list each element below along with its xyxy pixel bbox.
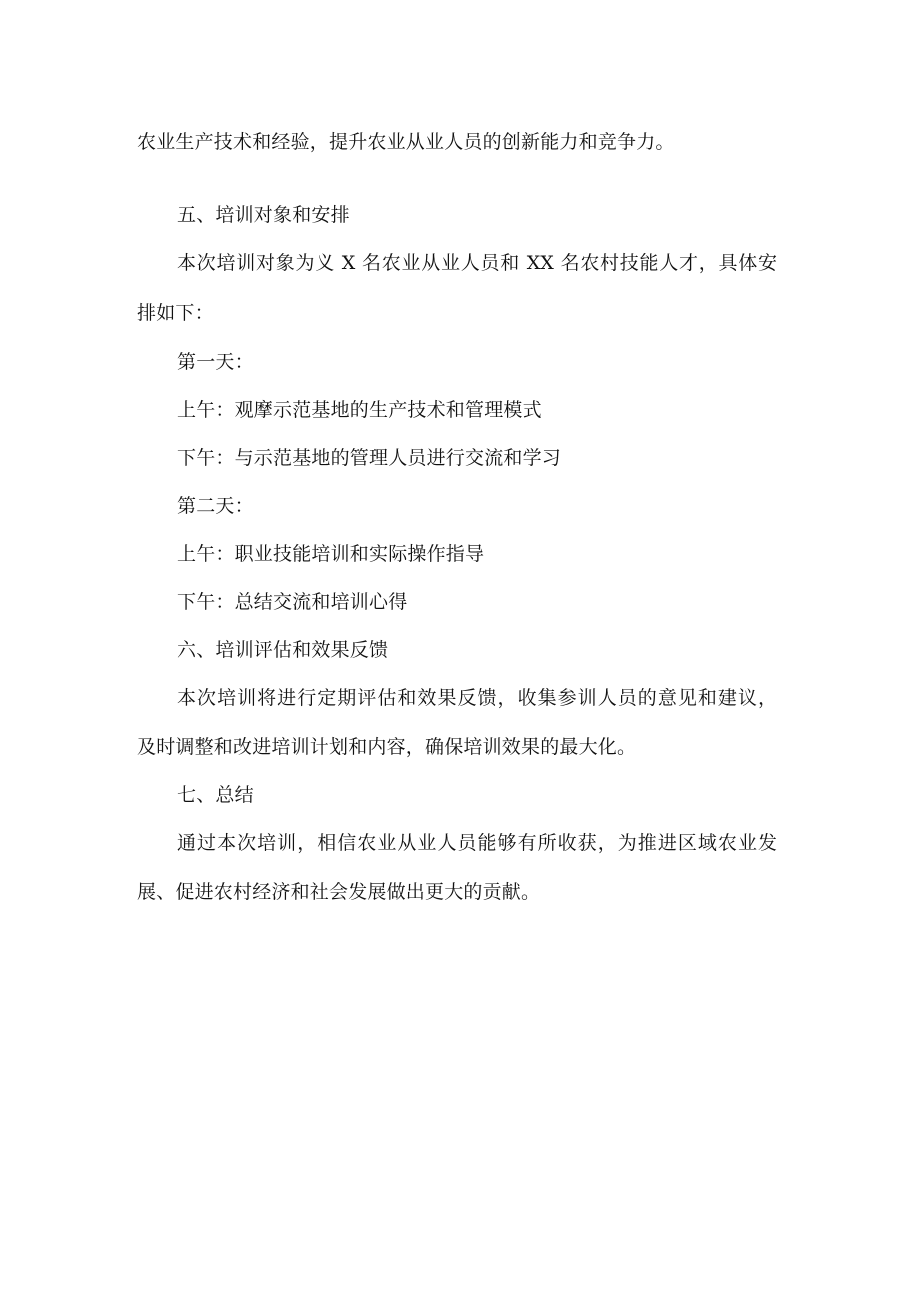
paragraph-line: 本次培训对象为义 X 名农业从业人员和 XX 名农村技能人才，具体安 — [177, 252, 777, 274]
schedule-day-2-afternoon: 下午：总结交流和培训心得 — [177, 591, 408, 613]
schedule-day-1-afternoon: 下午：与示范基地的管理人员进行交流和学习 — [177, 447, 562, 469]
paragraph-line: 展、促进农村经济和社会发展做出更大的贡献。 — [137, 881, 541, 903]
section-heading-5: 五、培训对象和安排 — [177, 204, 350, 226]
schedule-day-1: 第一天： — [177, 351, 254, 373]
paragraph-line: 通过本次培训，相信农业从业人员能够有所收获，为推进区域农业发 — [177, 832, 777, 854]
schedule-day-2-morning: 上午：职业技能培训和实际操作指导 — [177, 543, 485, 565]
schedule-day-2: 第二天： — [177, 495, 254, 517]
paragraph-line: 及时调整和改进培训计划和内容，确保培训效果的最大化。 — [137, 736, 637, 758]
schedule-day-1-morning: 上午：观摩示范基地的生产技术和管理模式 — [177, 399, 542, 421]
section-heading-6: 六、培训评估和效果反馈 — [177, 639, 389, 661]
paragraph-line: 排如下： — [137, 302, 214, 324]
paragraph-line: 本次培训将进行定期评估和效果反馈，收集参训人员的意见和建议， — [177, 687, 777, 709]
paragraph-line: 农业生产技术和经验，提升农业从业人员的创新能力和竞争力。 — [137, 131, 675, 153]
section-heading-7: 七、总结 — [177, 784, 254, 806]
